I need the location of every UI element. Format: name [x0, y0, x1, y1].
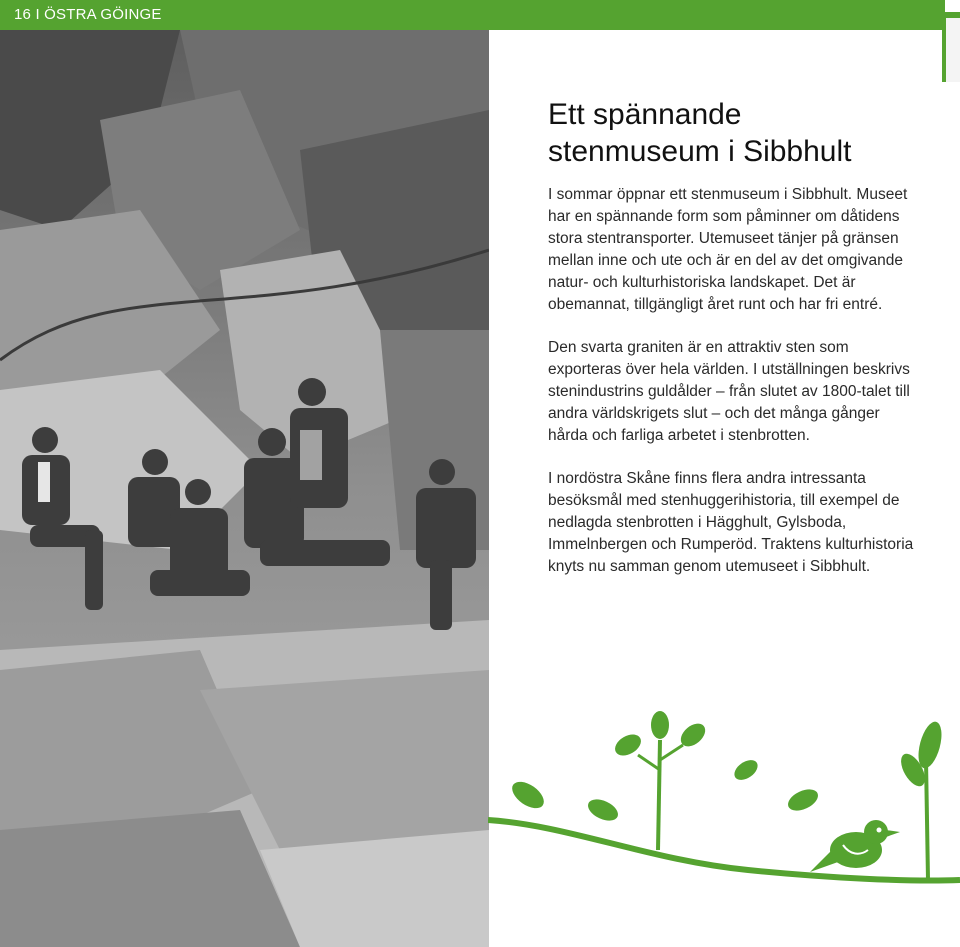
page-header-bar — [0, 0, 945, 30]
sprout-icon — [611, 711, 709, 850]
quarry-workers-photo — [0, 30, 489, 947]
page-corner-tab — [942, 12, 960, 82]
bird-icon — [810, 820, 900, 872]
article — [548, 96, 918, 578]
article-title-line1: Ett spännande — [548, 98, 742, 131]
article-paragraph-2: Den svarta graniten är en attraktiv sten som exporteras över hela världen. I utställningen beskrivs stenindustrins guldålder – från slutet av 1800-talet till andra världskrigets slut – och det många gånger hårda och farliga arbetet i stenbrotten. — [548, 339, 910, 444]
article-paragraph-3: I nordöstra Skåne finns flera andra intressanta besöksmål med stenhuggerihistoria, till exempel de nedlagda stenbrotten i Hägghult, Gylsboda, Immelnbergen och Rumperöd. Traktens kulturhistoria knyts nu samman genom utemuseet i Sibbhult. — [548, 470, 914, 575]
page-number-label: 16 I ÖSTRA GÖINGE — [14, 6, 162, 23]
nature-decoration — [488, 700, 960, 900]
article-title — [548, 96, 918, 170]
article-paragraph-1: I sommar öppnar ett stenmuseum i Sibbhult. Museet har en spännande form som påminner om dåtidens stora stentransporter. Utemuseet tänjer på gränsen mellan inne och ute och är en del av det omgivande natur- och kulturhistoriska landskapet. Det är obemannat, tillgängligt året runt och har fri entré. — [548, 186, 908, 313]
leaf-icon — [508, 756, 822, 825]
article-title-line2: stenmuseum i Sibbhult — [548, 135, 852, 168]
